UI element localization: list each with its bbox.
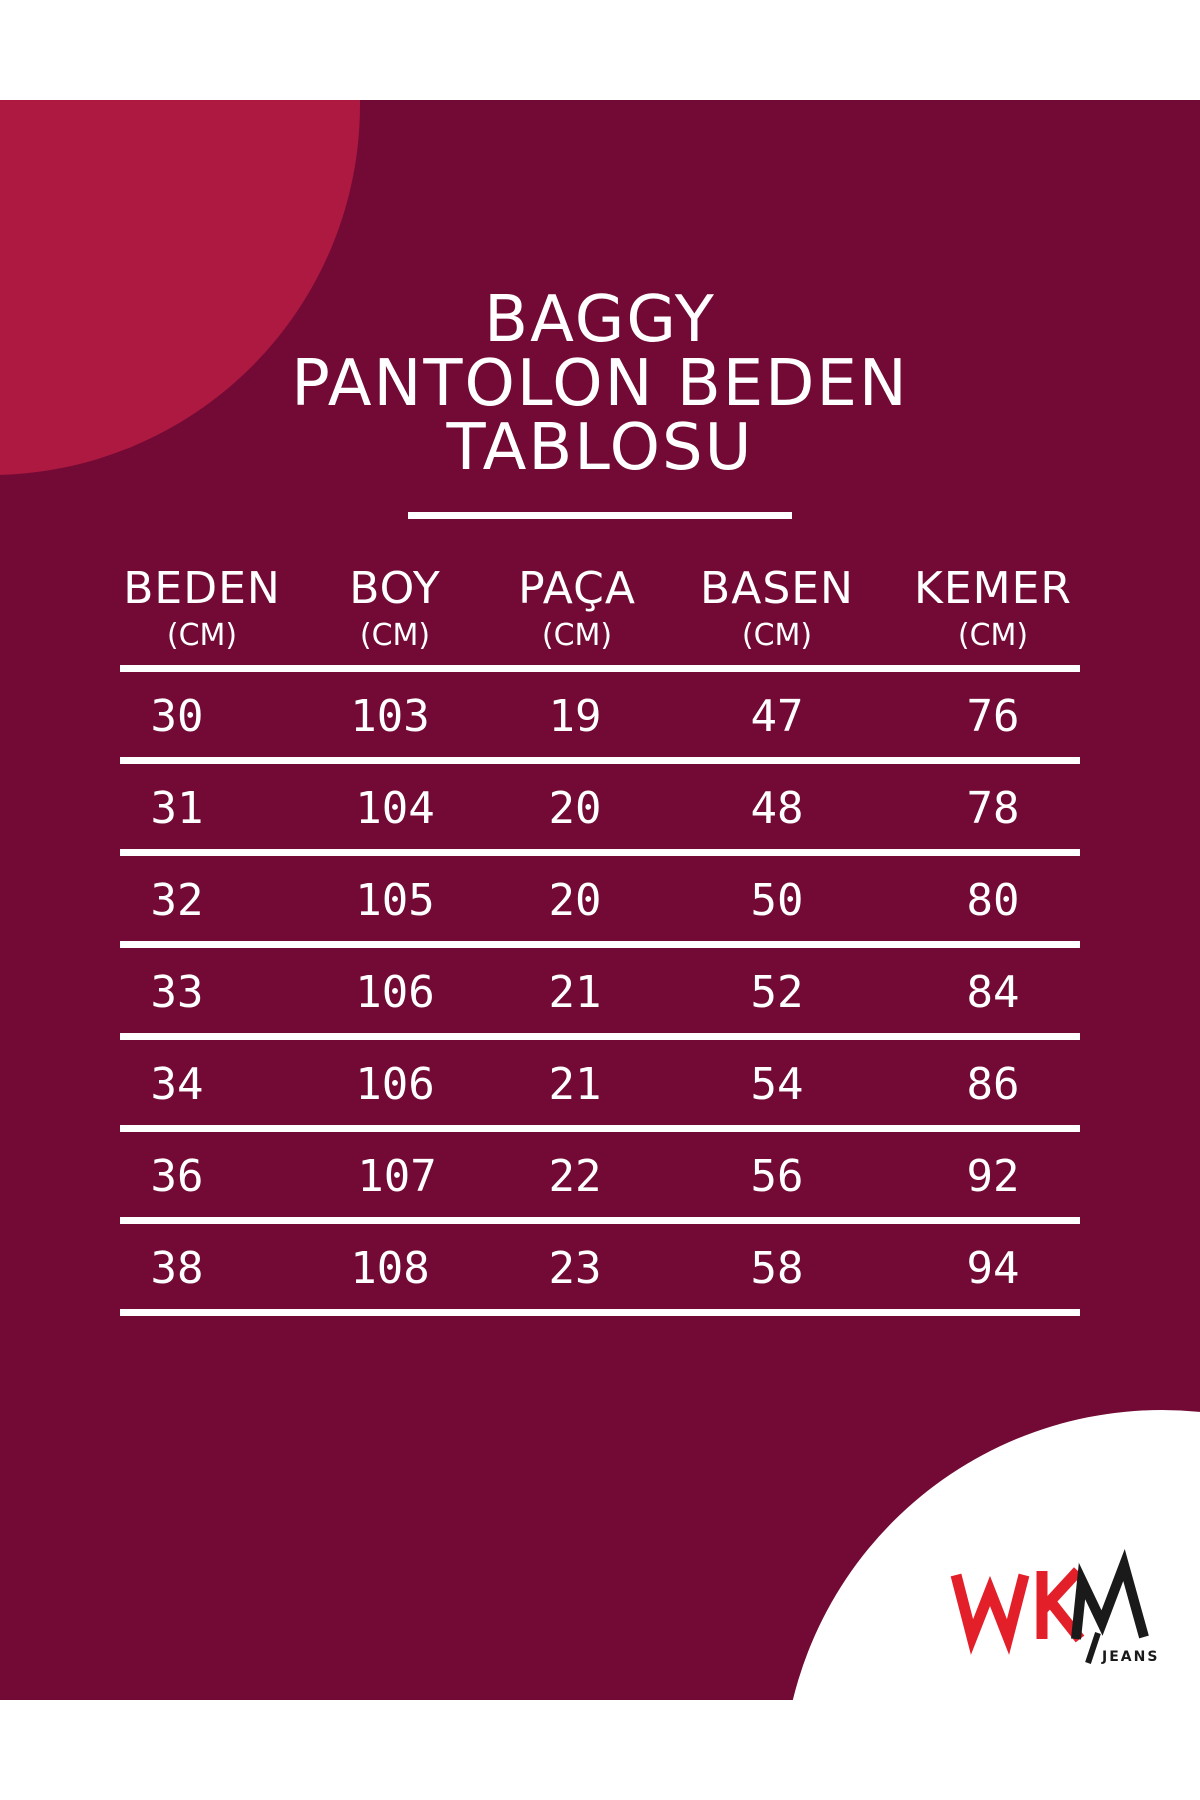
table-cell-paca: 19 (548, 691, 602, 742)
table-cell-paca: 22 (548, 1151, 602, 1202)
table-cell-kemer: 84 (966, 967, 1020, 1018)
logo-sub-label: JEANS (1102, 1649, 1160, 1665)
table-cell-beden: 31 (150, 783, 204, 834)
table-cell-basen: 54 (750, 1059, 804, 1110)
column-header-basen (677, 562, 877, 656)
table-cell-kemer: 86 (966, 1059, 1020, 1110)
table-cell-beden: 34 (150, 1059, 204, 1110)
table-cell-basen: 50 (750, 875, 804, 926)
table-cell-boy: 107 (357, 1151, 437, 1202)
table-cell-paca: 21 (548, 1059, 602, 1110)
table-cell-boy: 106 (355, 967, 435, 1018)
table-cell-basen: 47 (750, 691, 804, 742)
column-unit: (CM) (957, 618, 1029, 653)
column-header-beden (102, 562, 302, 656)
table-cell-basen: 56 (750, 1151, 804, 1202)
table-cell-boy: 105 (355, 875, 435, 926)
page-title (0, 283, 1200, 485)
column-unit: (CM) (166, 618, 238, 653)
table-cell-kemer: 92 (966, 1151, 1020, 1202)
table-cell-paca: 20 (548, 783, 602, 834)
table-cell-basen: 52 (750, 967, 804, 1018)
column-name: KEMER (914, 563, 1072, 614)
table-rule (120, 941, 1080, 948)
table-rule (120, 1309, 1080, 1316)
title-line-1: BAGGY (484, 283, 716, 357)
table-cell-boy: 106 (355, 1059, 435, 1110)
column-name: BOY (349, 563, 441, 614)
table-cell-paca: 23 (548, 1243, 602, 1294)
logo-letter-m (1076, 1565, 1144, 1639)
table-cell-beden: 30 (150, 691, 204, 742)
table-cell-kemer: 94 (966, 1243, 1020, 1294)
table-rule (120, 1033, 1080, 1040)
table-cell-boy: 108 (350, 1243, 430, 1294)
title-line-3: TABLOSU (446, 411, 754, 485)
table-rule (120, 665, 1080, 672)
table-cell-beden: 36 (150, 1151, 204, 1202)
table-cell-basen: 48 (750, 783, 804, 834)
column-header-paca (477, 562, 677, 656)
table-cell-beden: 38 (150, 1243, 204, 1294)
table-cell-boy: 104 (355, 783, 435, 834)
column-header-kemer (893, 562, 1093, 656)
table-cell-kemer: 76 (966, 691, 1020, 742)
table-rule (120, 1125, 1080, 1132)
table-cell-boy: 103 (350, 691, 430, 742)
table-cell-paca: 21 (548, 967, 602, 1018)
table-cell-beden: 33 (150, 967, 204, 1018)
column-name: BEDEN (123, 563, 281, 614)
table-rule (120, 1217, 1080, 1224)
table-cell-kemer: 78 (966, 783, 1020, 834)
column-header-boy (295, 562, 495, 656)
table-cell-basen: 58 (750, 1243, 804, 1294)
table-rule (120, 757, 1080, 764)
column-name: PAÇA (518, 563, 636, 614)
logo-letter-w (956, 1575, 1024, 1637)
table-cell-kemer: 80 (966, 875, 1020, 926)
logo-slash (1088, 1633, 1098, 1663)
column-unit: (CM) (359, 618, 431, 653)
table-cell-paca: 20 (548, 875, 602, 926)
title-divider (408, 512, 792, 519)
table-rule (120, 849, 1080, 856)
title-line-2: PANTOLON BEDEN (291, 347, 909, 421)
column-unit: (CM) (541, 618, 613, 653)
wkm-jeans-logo (950, 1525, 1170, 1685)
column-name: BASEN (700, 563, 854, 614)
table-cell-beden: 32 (150, 875, 204, 926)
column-unit: (CM) (741, 618, 813, 653)
size-chart-poster (0, 100, 1200, 1700)
